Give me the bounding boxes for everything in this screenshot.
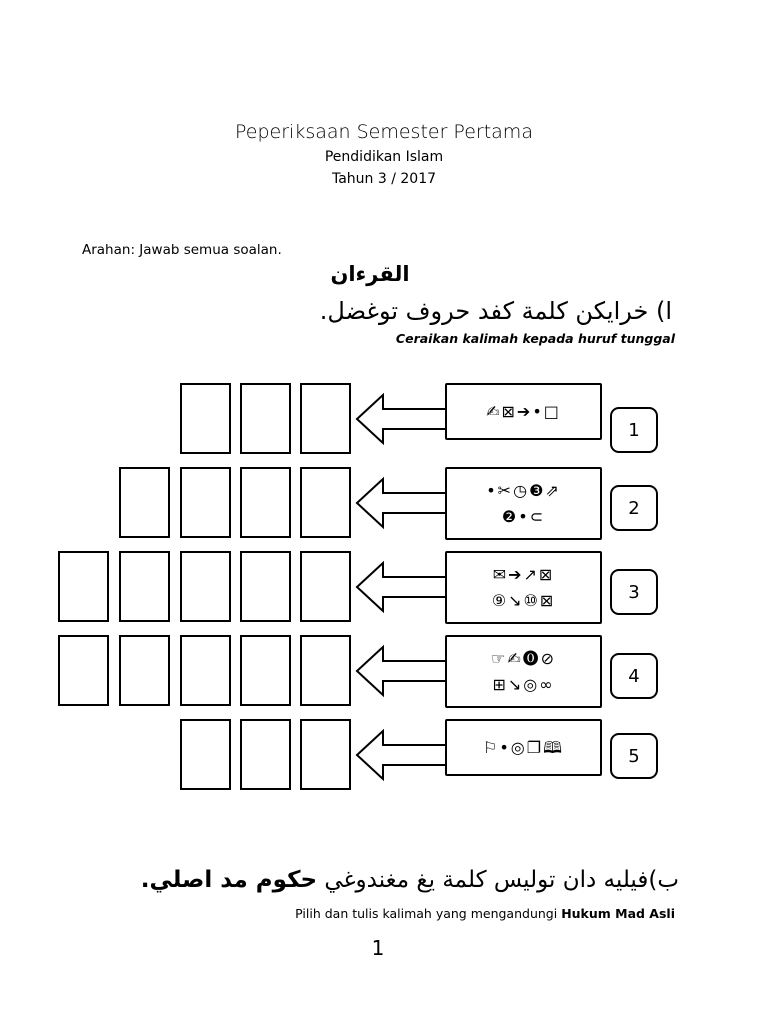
answer-box[interactable]	[240, 551, 291, 622]
answer-box[interactable]	[240, 719, 291, 790]
answer-box[interactable]	[240, 467, 291, 538]
year-label: Tahun 3 / 2017	[331, 171, 437, 187]
clue-symbols: ❷•⊂	[501, 506, 546, 526]
clue-box	[445, 551, 602, 624]
clue-symbols: ☞✍⓿⊘	[490, 648, 557, 668]
clue-box	[445, 383, 602, 440]
clue-symbols: ✍⊠➔•□	[486, 401, 561, 421]
question-1-arabic: ا) خرايكن كلمة كفد حروف توغضل.	[319, 297, 672, 325]
answer-box[interactable]	[300, 551, 351, 622]
question-number-badge: 5	[610, 733, 658, 779]
left-arrow-icon	[355, 559, 448, 615]
answer-box[interactable]	[240, 383, 291, 454]
clue-symbols: •✂◷❸⇗	[486, 480, 561, 500]
question-2-malay-prefix: Pilih dan tulis kalimah yang mengandungi	[295, 906, 562, 921]
left-arrow-icon	[355, 727, 448, 783]
answer-box[interactable]	[300, 383, 351, 454]
question-number-badge: 2	[610, 485, 658, 531]
answer-box[interactable]	[240, 635, 291, 706]
subject-name: Pendidikan Islam	[324, 149, 444, 165]
answer-box[interactable]	[119, 551, 170, 622]
section-heading: القرءان	[330, 262, 410, 286]
clue-box	[445, 635, 602, 708]
answer-box[interactable]	[119, 635, 170, 706]
exam-title: Peperiksaan Semester Pertama	[235, 121, 533, 143]
answer-box[interactable]	[300, 635, 351, 706]
answer-box[interactable]	[180, 383, 231, 454]
question-1-malay: Ceraikan kalimah kepada huruf tunggal	[395, 331, 675, 346]
question-2-arabic-bold: حكوم مد اصلي.	[140, 867, 318, 893]
answer-box[interactable]	[119, 467, 170, 538]
left-arrow-icon	[355, 643, 448, 699]
question-2-arabic	[141, 867, 679, 893]
answer-box[interactable]	[180, 551, 231, 622]
answer-box[interactable]	[300, 467, 351, 538]
question-number-badge: 4	[610, 653, 658, 699]
answer-box[interactable]	[180, 719, 231, 790]
left-arrow-icon	[355, 391, 448, 447]
clue-box	[445, 467, 602, 540]
page-number: 1	[371, 936, 385, 960]
question-2-malay-bold: Hukum Mad Asli	[561, 906, 675, 921]
question-number-badge: 1	[610, 407, 658, 453]
clue-box	[445, 719, 602, 776]
question-2-malay	[295, 906, 675, 921]
answer-box[interactable]	[180, 635, 231, 706]
answer-box[interactable]	[58, 551, 109, 622]
clue-symbols: ✉➔↗⊠	[492, 564, 555, 584]
question-2-arabic-prefix: ب)فيليه دان توليس كلمة يغ مغندوغي	[317, 867, 679, 893]
left-arrow-icon	[355, 475, 448, 531]
clue-symbols: ⊞↘◎∞	[492, 674, 555, 694]
answer-box[interactable]	[300, 719, 351, 790]
question-number-badge: 3	[610, 569, 658, 615]
answer-box[interactable]	[180, 467, 231, 538]
clue-symbols: ⚐•◎❐🕮	[483, 737, 564, 757]
instruction-text: Arahan: Jawab semua soalan.	[82, 242, 282, 258]
clue-symbols: ⑨↘⑩⊠	[491, 590, 556, 610]
answer-box[interactable]	[58, 635, 109, 706]
